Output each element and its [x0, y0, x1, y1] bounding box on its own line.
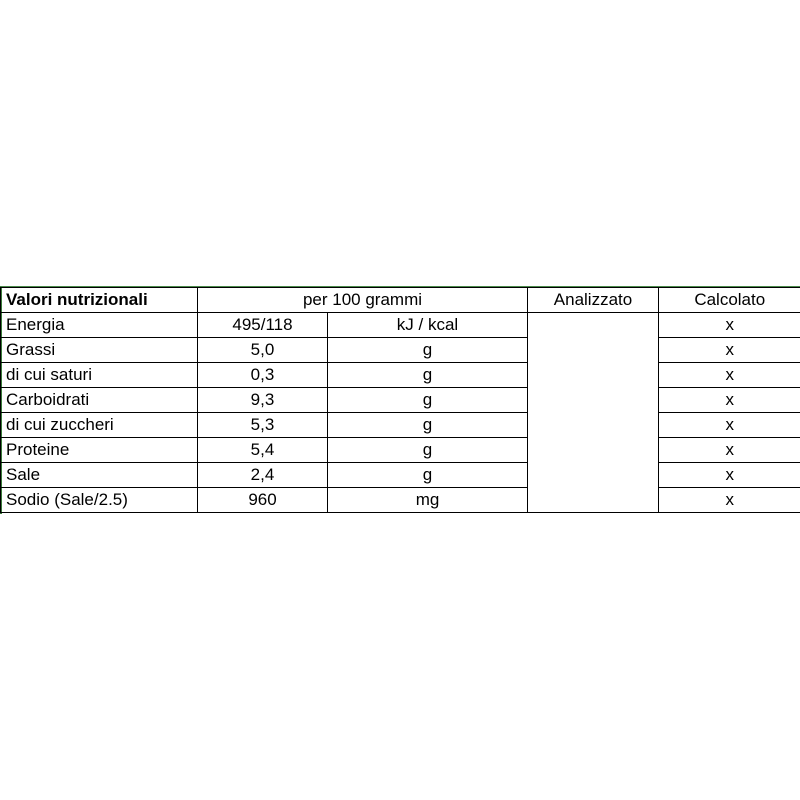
header-nutrition-label: Valori nutrizionali — [1, 288, 198, 313]
table-row — [1, 488, 800, 513]
row-name: Sale — [1, 463, 198, 488]
row-analyzed — [528, 338, 659, 363]
row-value: 5,3 — [198, 413, 328, 438]
row-name: Proteine — [1, 438, 198, 463]
row-calculated: x — [659, 363, 800, 388]
header-analyzed: Analizzato — [528, 288, 659, 313]
table-row — [1, 438, 800, 463]
row-value: 0,3 — [198, 363, 328, 388]
row-calculated: x — [659, 388, 800, 413]
row-analyzed — [528, 463, 659, 488]
row-name: di cui zuccheri — [1, 413, 198, 438]
row-calculated: x — [659, 338, 800, 363]
row-unit: mg — [328, 488, 528, 513]
row-calculated: x — [659, 413, 800, 438]
row-analyzed — [528, 363, 659, 388]
row-unit: g — [328, 413, 528, 438]
row-value: 960 — [198, 488, 328, 513]
table-row — [1, 363, 800, 388]
row-unit: g — [328, 363, 528, 388]
table-row — [1, 388, 800, 413]
row-name: Carboidrati — [1, 388, 198, 413]
row-calculated: x — [659, 488, 800, 513]
header-per-100g: per 100 grammi — [198, 288, 528, 313]
row-value: 495/118 — [198, 313, 328, 338]
row-unit: g — [328, 463, 528, 488]
row-analyzed — [528, 413, 659, 438]
row-name: di cui saturi — [1, 363, 198, 388]
row-analyzed — [528, 313, 659, 338]
row-analyzed — [528, 438, 659, 463]
table-row — [1, 463, 800, 488]
row-value: 5,0 — [198, 338, 328, 363]
row-analyzed — [528, 488, 659, 513]
row-value: 9,3 — [198, 388, 328, 413]
nutrition-table — [0, 287, 800, 513]
row-name: Energia — [1, 313, 198, 338]
row-calculated: x — [659, 463, 800, 488]
row-calculated: x — [659, 313, 800, 338]
header-calculated: Calcolato — [659, 288, 800, 313]
row-name: Grassi — [1, 338, 198, 363]
row-unit: g — [328, 338, 528, 363]
row-unit: kJ / kcal — [328, 313, 528, 338]
row-unit: g — [328, 438, 528, 463]
row-analyzed — [528, 388, 659, 413]
row-name: Sodio (Sale/2.5) — [1, 488, 198, 513]
row-unit: g — [328, 388, 528, 413]
row-calculated: x — [659, 438, 800, 463]
table-row — [1, 313, 800, 338]
row-value: 2,4 — [198, 463, 328, 488]
table-row — [1, 413, 800, 438]
table-header-row — [1, 288, 800, 313]
row-value: 5,4 — [198, 438, 328, 463]
table-row — [1, 338, 800, 363]
